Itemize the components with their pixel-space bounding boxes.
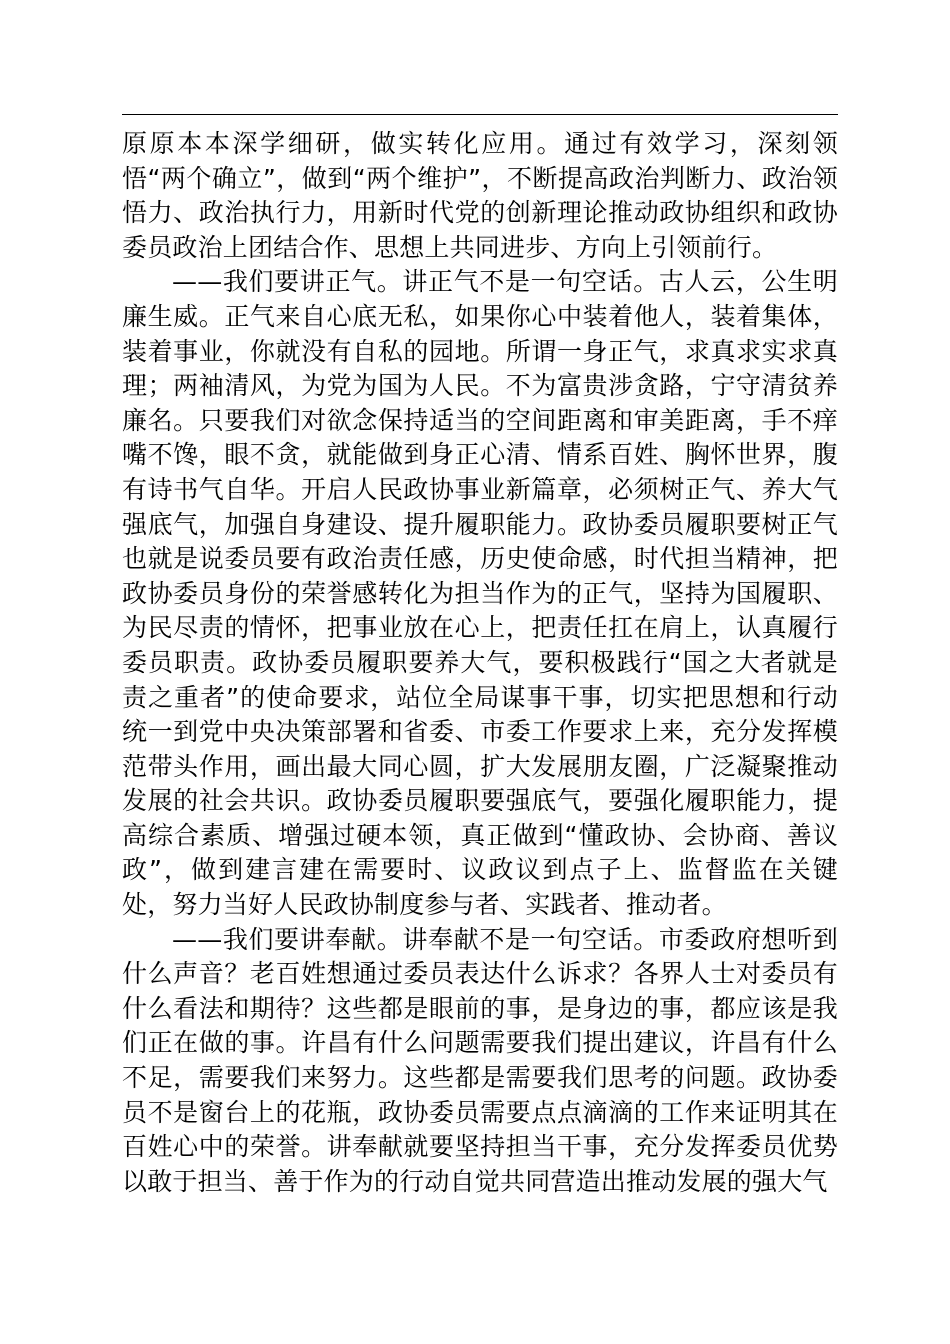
document-body bbox=[122, 127, 838, 1199]
paragraph-dedication: ——我们要讲奉献。讲奉献不是一句空话。市委政府想听到什么声音？老百姓想通过委员表达什么诉求？各界人士对委员有什么看法和期待？这些都是眼前的事，是身边的事，都应该是我们正在做的事。许昌有什么问题需要我们提出建议，许昌有什么不足，需要我们来努力。这些都是需要我们思考的问题。政协委员不是窗台上的花瓶，政协委员需要点点滴滴的工作来证明其在百姓心中的荣誉。讲奉献就要坚持担当干事，充分发挥委员优势以敢于担当、善于作为的行动自觉共同营造出推动发展的强大气 bbox=[122, 924, 838, 1196]
paragraph-continuation: 原原本本深学细研，做实转化应用。通过有效学习，深刻领悟“两个确立”，做到“两个维护”，不断提高政治判断力、政治领悟力、政治执行力，用新时代党的创新理论推动政协组织和政协委员政治上团结合作、思想上共同进步、方向上引领前行。 bbox=[122, 129, 838, 262]
paragraph-integrity: ——我们要讲正气。讲正气不是一句空话。古人云，公生明廉生威。正气来自心底无私，如果你心中装着他人，装着集体，装着事业，你就没有自私的园地。所谓一身正气，求真求实求真理；两袖清风，为党为国为人民。不为富贵涉贪路，宁守清贫养廉名。只要我们对欲念保持适当的空间距离和审美距离，手不痒嘴不馋，眼不贪，就能做到身正心清、情系百姓、胸怀世界，腹有诗书气自华。开启人民政协事业新篇章，必须树正气、养大气强底气，加强自身建设、提升履职能力。政协委员履职要树正气也就是说委员要有政治责任感，历史使命感，时代担当精神，把政协委员身份的荣誉感转化为担当作为的正气，坚持为国履职、为民尽责的情怀，把事业放在心上，把责任扛在肩上，认真履行委员职责。政协委员履职要养大气，要积极践行“国之大者就是责之重者”的使命要求，站位全局谋事干事，切实把思想和行动统一到党中央决策部署和省委、市委工作要求上来，充分发挥模范带头作用，画出最大同心圆，扩大发展朋友圈，广泛凝聚推动发展的社会共识。政协委员履职要强底气，要强化履职能力，提高综合素质、增强过硬本领，真正做到“懂政协、会协商、善议政”，做到建言建在需要时、议政议到点子上、监督监在关键处，努力当好人民政协制度参与者、实践者、推动者。 bbox=[122, 267, 838, 920]
header-rule bbox=[122, 114, 838, 115]
